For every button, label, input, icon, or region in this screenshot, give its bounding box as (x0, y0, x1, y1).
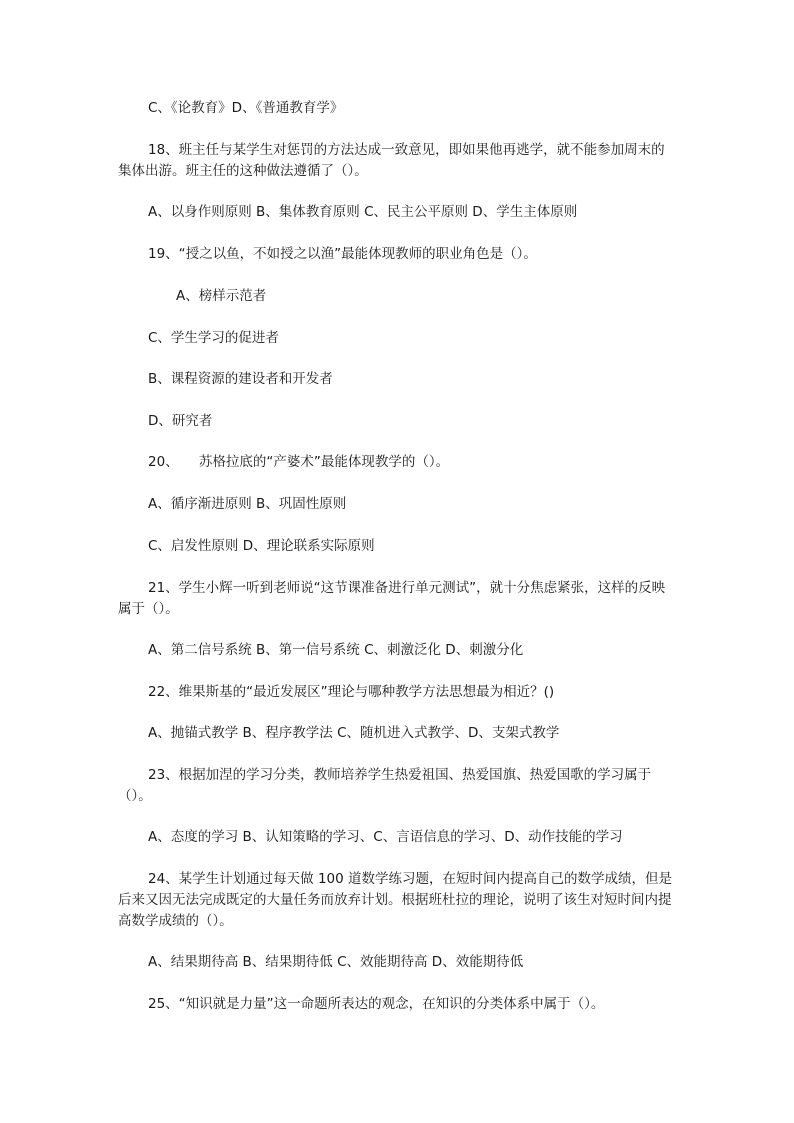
question-23: 23、根据加涅的学习分类，教师培养学生热爱祖国、热爱国旗、热爱国歌的学习属于（）。 (118, 767, 652, 804)
question-24: 24、某学生计划通过每天做 100 道数学练习题，在短时间内提高自己的数学成绩，但是后来又因无法完成既定的大量任务而放弃计划。根据班杜拉的理论，说明了该生对短时间内提高数学成绩的（）。 (118, 871, 673, 929)
option-19-a: A、榜样示范者 (176, 288, 267, 304)
options-20-ab: A、循序渐进原则 B、巩固性原则 (148, 496, 347, 512)
options-22: A、抛锚式教学 B、程序教学法 C、随机进入式教学、D、支架式教学 (148, 725, 560, 741)
option-19-d: D、研究者 (148, 413, 213, 429)
question-19: 19、“授之以鱼，不如授之以渔”最能体现教师的职业角色是（）。 (148, 246, 537, 262)
options-20-cd: C、启发性原则 D、理论联系实际原则 (148, 538, 375, 554)
options-21: A、第二信号系统 B、第一信号系统 C、刺激泛化 D、刺激分化 (148, 642, 524, 658)
question-25: 25、“知识就是力量”这一命题所表达的观念，在知识的分类体系中属于（）。 (148, 996, 605, 1012)
options-23: A、态度的学习 B、认知策略的学习、C、言语信息的学习、D、动作技能的学习 (148, 829, 623, 845)
option-19-c: C、学生学习的促进者 (148, 330, 279, 346)
option-line-17: C、《论教育》D、《普通教育学》 (148, 100, 344, 116)
options-24: A、结果期待高 B、结果期待低 C、效能期待高 D、效能期待低 (148, 954, 524, 970)
question-21: 21、学生小辉一听到老师说“这节课准备进行单元测试”，就十分焦虑紧张，这样的反映属于（）。 (118, 580, 666, 617)
question-22: 22、维果斯基的“最近发展区”理论与哪种教学方法思想最为相近？() (148, 684, 555, 700)
question-18: 18、班主任与某学生对惩罚的方法达成一致意见，即如果他再逃学，就不能参加周末的集体出游。班主任的这种做法遵循了（）。 (118, 142, 665, 179)
option-19-b: B、课程资源的建设者和开发者 (148, 371, 333, 387)
options-18: A、以身作则原则 B、集体教育原则 C、民主公平原则 D、学生主体原则 (148, 204, 578, 220)
question-20: 20、 苏格拉底的“产婆术”最能体现教学的（）。 (148, 454, 450, 470)
